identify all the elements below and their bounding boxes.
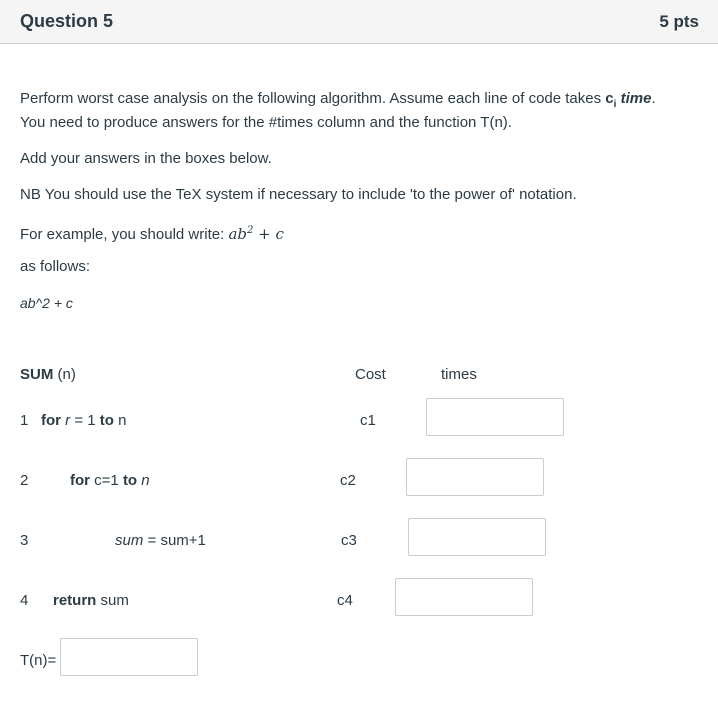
math-rest: + c bbox=[253, 225, 284, 243]
variable-r: r bbox=[65, 412, 71, 429]
variable-n: n bbox=[141, 472, 150, 489]
math-base: ab bbox=[228, 225, 247, 243]
code-text: n bbox=[113, 412, 127, 429]
instruction-line-4: NB You should use the TeX system if necessary to include 'to the power of' notation. bbox=[20, 186, 577, 203]
cost-c3: c3 bbox=[341, 532, 357, 549]
keyword-to: to bbox=[122, 472, 138, 489]
line-number-3: 3 bbox=[20, 532, 29, 549]
times-input-3[interactable] bbox=[408, 518, 546, 556]
times-header: times bbox=[441, 366, 477, 383]
algorithm-title bbox=[20, 366, 76, 383]
cost-letter: c bbox=[605, 90, 614, 107]
algorithm-name: SUM bbox=[20, 366, 54, 383]
code-line-3 bbox=[115, 532, 206, 549]
cost-c2: c2 bbox=[340, 472, 356, 489]
line-number-4: 4 bbox=[20, 592, 29, 609]
cost-c4: c4 bbox=[337, 592, 353, 609]
question-header bbox=[0, 0, 718, 44]
variable-sum: sum bbox=[115, 532, 144, 549]
keyword-for: for bbox=[41, 412, 61, 429]
keyword-return: return bbox=[53, 592, 97, 609]
cost-header: Cost bbox=[355, 366, 386, 383]
instruction-line-5 bbox=[20, 219, 284, 247]
line-number-2: 2 bbox=[20, 472, 29, 489]
time-word: time bbox=[620, 90, 652, 107]
cost-c1: c1 bbox=[360, 412, 376, 429]
code-text: = sum+1 bbox=[143, 532, 206, 549]
code-line-1 bbox=[41, 412, 126, 429]
times-input-2[interactable] bbox=[406, 458, 544, 496]
question-title: Question 5 bbox=[20, 11, 114, 31]
tn-input[interactable] bbox=[60, 638, 198, 676]
example-math bbox=[228, 225, 283, 243]
code-line-2 bbox=[70, 472, 150, 489]
code-line-4 bbox=[53, 592, 129, 609]
instruction-line-6: as follows: bbox=[20, 258, 91, 275]
code-text: sum bbox=[96, 592, 129, 609]
instruction-line-2: You need to produce answers for the #times column and the function T(n). bbox=[20, 114, 512, 131]
keyword-for: for bbox=[70, 472, 90, 489]
instruction-text: Perform worst case analysis on the following algorithm. Assume each line of code takes bbox=[20, 90, 606, 107]
sentence-end: . bbox=[651, 90, 656, 107]
tex-example: ab^2 + c bbox=[20, 295, 73, 311]
keyword-to: to bbox=[99, 412, 114, 429]
math-exponent: 2 bbox=[246, 225, 254, 236]
times-input-4[interactable] bbox=[395, 578, 533, 616]
line-number-1: 1 bbox=[20, 412, 29, 429]
question-points: 5 pts bbox=[659, 12, 699, 31]
code-text: = 1 bbox=[70, 412, 100, 429]
algorithm-param: (n) bbox=[53, 366, 76, 383]
times-input-1[interactable] bbox=[426, 398, 564, 436]
instruction-line-3: Add your answers in the boxes below. bbox=[20, 150, 272, 167]
tn-label: T(n)= bbox=[20, 652, 57, 669]
cost-subscript: i bbox=[613, 99, 617, 110]
code-text: c=1 bbox=[90, 472, 123, 489]
cost-symbol bbox=[605, 90, 617, 110]
example-prefix: For example, you should write: bbox=[20, 226, 229, 243]
